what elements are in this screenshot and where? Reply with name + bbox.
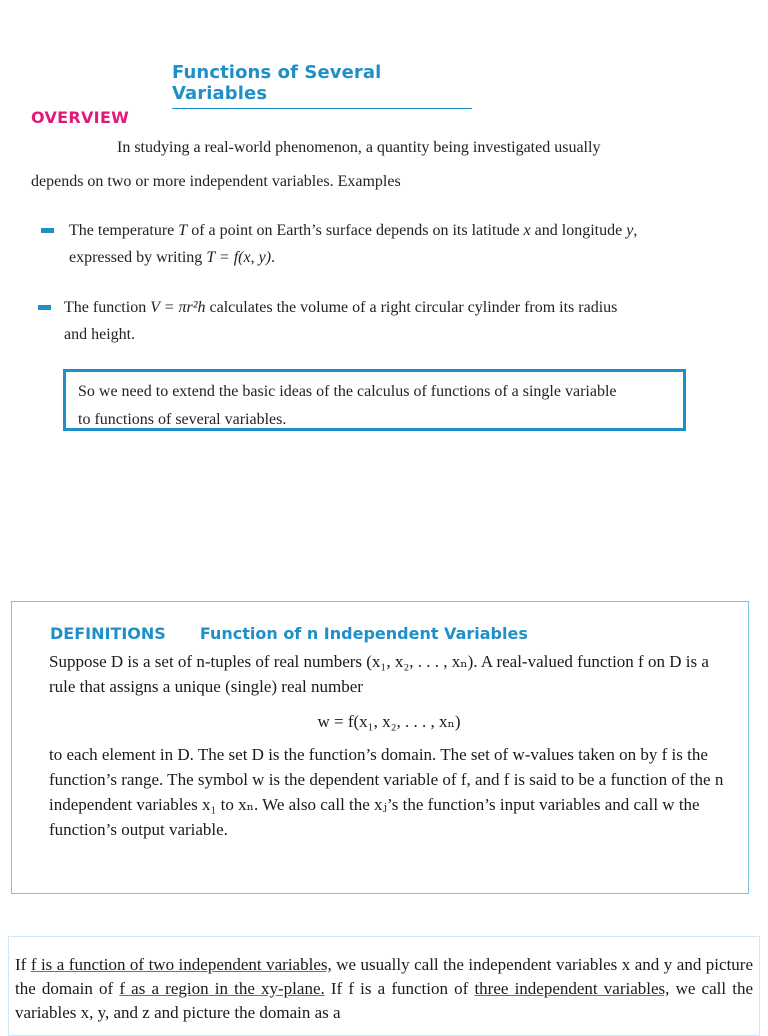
definitions-label: DEFINITIONS: [50, 624, 166, 643]
underlined-phrase: f is a function of two independent variables,: [30, 955, 332, 974]
definition-paragraph-2: to each element in D. The set D is the function’s domain. The set of w-values taken on by f is the function’s range. The symbol w is the dependent variable of f, and f is said to be a function of the n independent variables x₁ to xₙ. We also call the xⱼ’s the function’s input variables and call w the function’s output variable.: [49, 745, 724, 839]
bullet-line: and height.: [64, 326, 136, 343]
bullet-marker-icon: [38, 305, 51, 310]
bullet-cylinder: [64, 294, 744, 348]
underlined-phrase: three independent variables,: [474, 979, 670, 998]
definition-formula: w = f(x₁, x₂, . . . , xₙ): [317, 712, 461, 731]
callout-box: [63, 369, 686, 431]
bullet-line: expressed by writing T = f(x, y).: [69, 249, 276, 266]
bullet-line: The temperature T of a point on Earth’s surface depends on its latitude x and longitude y,: [69, 222, 638, 239]
bullet-temperature: [69, 217, 749, 271]
bullet-line: The function V = πr²h calculates the volume of a right circular cylinder from its radius: [64, 299, 618, 316]
definition-heading: [50, 624, 528, 643]
bullet-marker-icon: [41, 228, 54, 233]
definition-paragraph-1: Suppose D is a set of n-tuples of real numbers (x₁, x₂, . . . , xₙ). A real-valued function f on D is a rule that assigns a unique (single) real number: [49, 652, 709, 696]
underlined-phrase: f as a region in the xy-plane.: [119, 979, 325, 998]
intro-line-2: depends on two or more independent variables. Examples: [31, 173, 401, 190]
intro-line-1: In studying a real-world phenomenon, a quantity being investigated usually: [117, 139, 601, 156]
callout-line-1: So we need to extend the basic ideas of the calculus of functions of a single variable: [78, 383, 617, 400]
definition-text: [49, 649, 729, 842]
overview-heading: OVERVIEW: [31, 108, 130, 127]
definition-box: [11, 601, 749, 894]
page-title: Functions of Several Variables: [172, 62, 472, 109]
definition-subtitle: Function of n Independent Variables: [199, 624, 528, 643]
callout-line-2: to functions of several variables.: [78, 411, 287, 428]
bottom-paragraph: If f is a function of two independent variables, we usually call the independent variables x and y and picture the domain of f as a region in the xy-plane. If f is a function of three independent variables, we call the variables x, y, and z and picture the domain as a: [8, 936, 760, 1036]
